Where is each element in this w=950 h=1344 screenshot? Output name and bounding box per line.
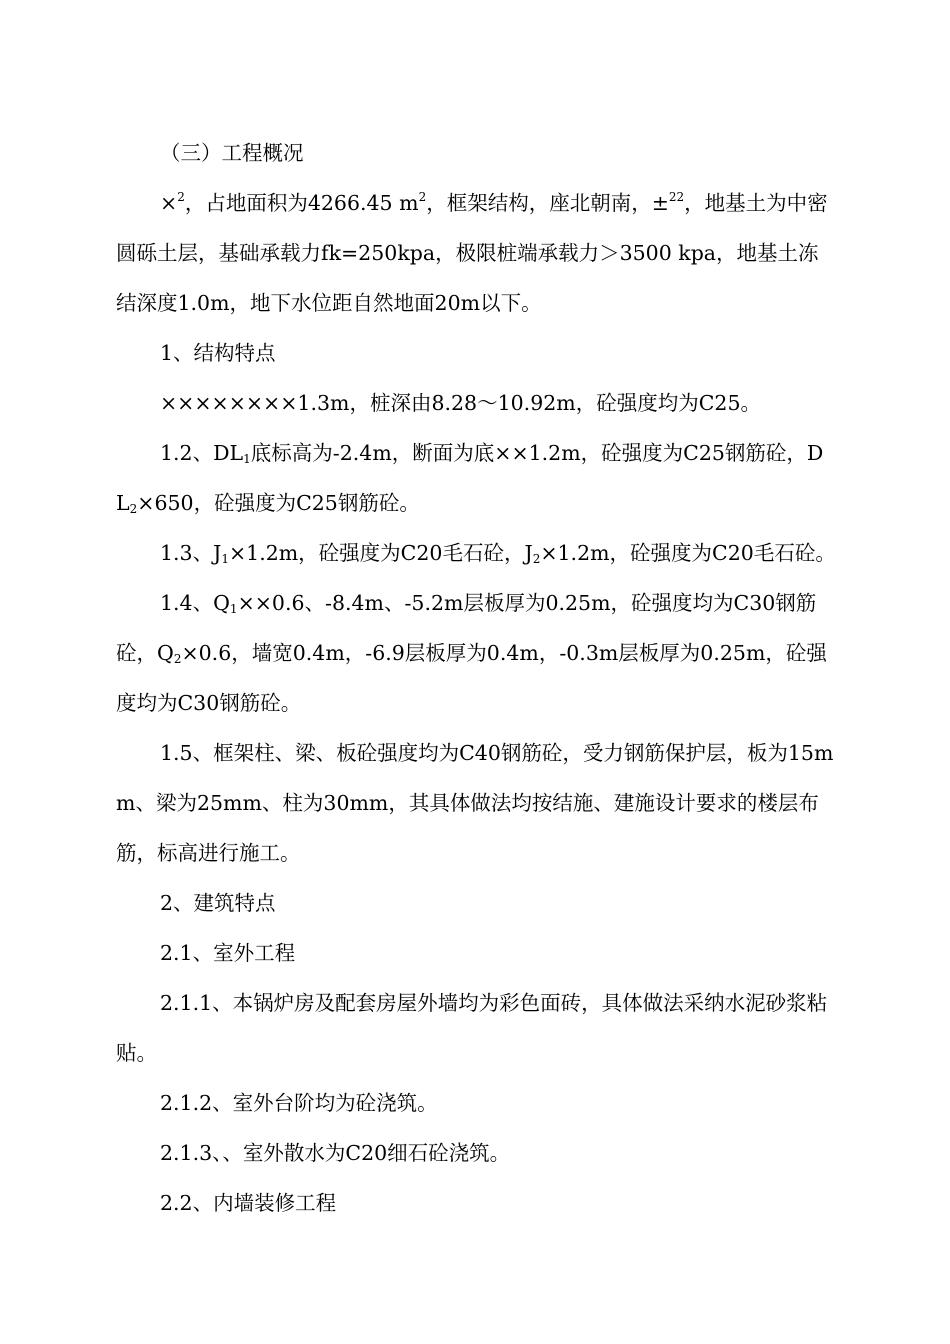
- overview-paragraph: [116, 178, 836, 328]
- item-1-3: [116, 528, 836, 578]
- item-2-2: 2.2、内墙装修工程: [160, 1191, 337, 1215]
- structure-heading: 1、结构特点: [160, 341, 276, 365]
- item-1-3-seg3: ×1.2m，砼强度为C20毛石砼。: [540, 541, 836, 565]
- overview-sup2: 2: [418, 190, 427, 204]
- architecture-heading: 2、建筑特点: [160, 891, 276, 915]
- item-1-2-seg2: 底标高为-2.4m，断面为底××1.2m，砼强度为C25钢筋砼，DL: [116, 441, 824, 515]
- item-1-4-sub1: 1: [229, 602, 238, 616]
- item-1-4-seg3: ×0.6，墙宽0.4m，-6.9层板厚为0.4m，-0.3m层板厚为0.25m，砼强度均为C30钢筋砼。: [116, 641, 827, 715]
- item-1-3-seg2: ×1.2m，砼强度为C20毛石砼，J: [228, 541, 533, 565]
- item-2-1-2: 2.1.2、室外台阶均为砼浇筑。: [160, 1091, 438, 1115]
- item-2-1: 2.1、室外工程: [160, 941, 296, 965]
- item-2-1-1: 2.1.1、本锅炉房及配套房屋外墙均为彩色面砖，具体做法采纳水泥砂浆粘贴。: [116, 991, 828, 1065]
- item-1-2-sub2: 2: [129, 502, 138, 516]
- item-2-1-3: 2.1.3、、室外散水为C20细石砼浇筑。: [160, 1141, 511, 1165]
- item-1-2-seg3: ×650，砼强度为C25钢筋砼。: [137, 491, 420, 515]
- document-body: [116, 128, 836, 1228]
- pile-line: ××××××××1.3m，桩深由8.28～10.92m，砼强度均为C25。: [160, 391, 761, 415]
- item-1-4-seg2: ××0.6、-8.4m、-5.2m层板厚为0.25m，砼强度均为C30钢筋砼，Q: [116, 591, 817, 665]
- item-1-4-sub2: 2: [173, 652, 182, 666]
- item-1-3-seg1: 1.3、J: [160, 541, 222, 565]
- overview-seg4: ，地基土为中密圆砾土层，基础承载力fk=250kpa，极限桩端承载力＞3500 kpa，地基土冻结深度1.0m，地下水位距自然地面20m以下。: [116, 191, 828, 315]
- overview-sup3: 22: [668, 190, 685, 204]
- overview-sup1: 2: [177, 190, 185, 204]
- item-1-4-seg1: 1.4、Q: [160, 591, 230, 615]
- overview-seg1: ×: [160, 191, 178, 215]
- item-1-2-seg1: 1.2、DL: [160, 441, 244, 465]
- item-1-2: [116, 428, 836, 528]
- item-1-3-sub1: 1: [221, 552, 229, 566]
- item-1-3-sub2: 2: [532, 552, 541, 566]
- overview-seg2: ，占地面积为4266.45 m: [184, 191, 419, 215]
- item-1-5: 1.5、框架柱、梁、板砼强度均为C40钢筋砼，受力钢筋保护层，板为15mm、梁为25mm、柱为30mm，其具体做法均按结施、建施设计要求的楼层布筋，标高进行施工。: [116, 741, 834, 865]
- item-1-4: [116, 578, 836, 728]
- overview-seg3: ，框架结构，座北朝南，±: [426, 191, 669, 215]
- section-heading: （三）工程概况: [160, 141, 304, 165]
- item-1-2-sub1: 1: [243, 452, 251, 466]
